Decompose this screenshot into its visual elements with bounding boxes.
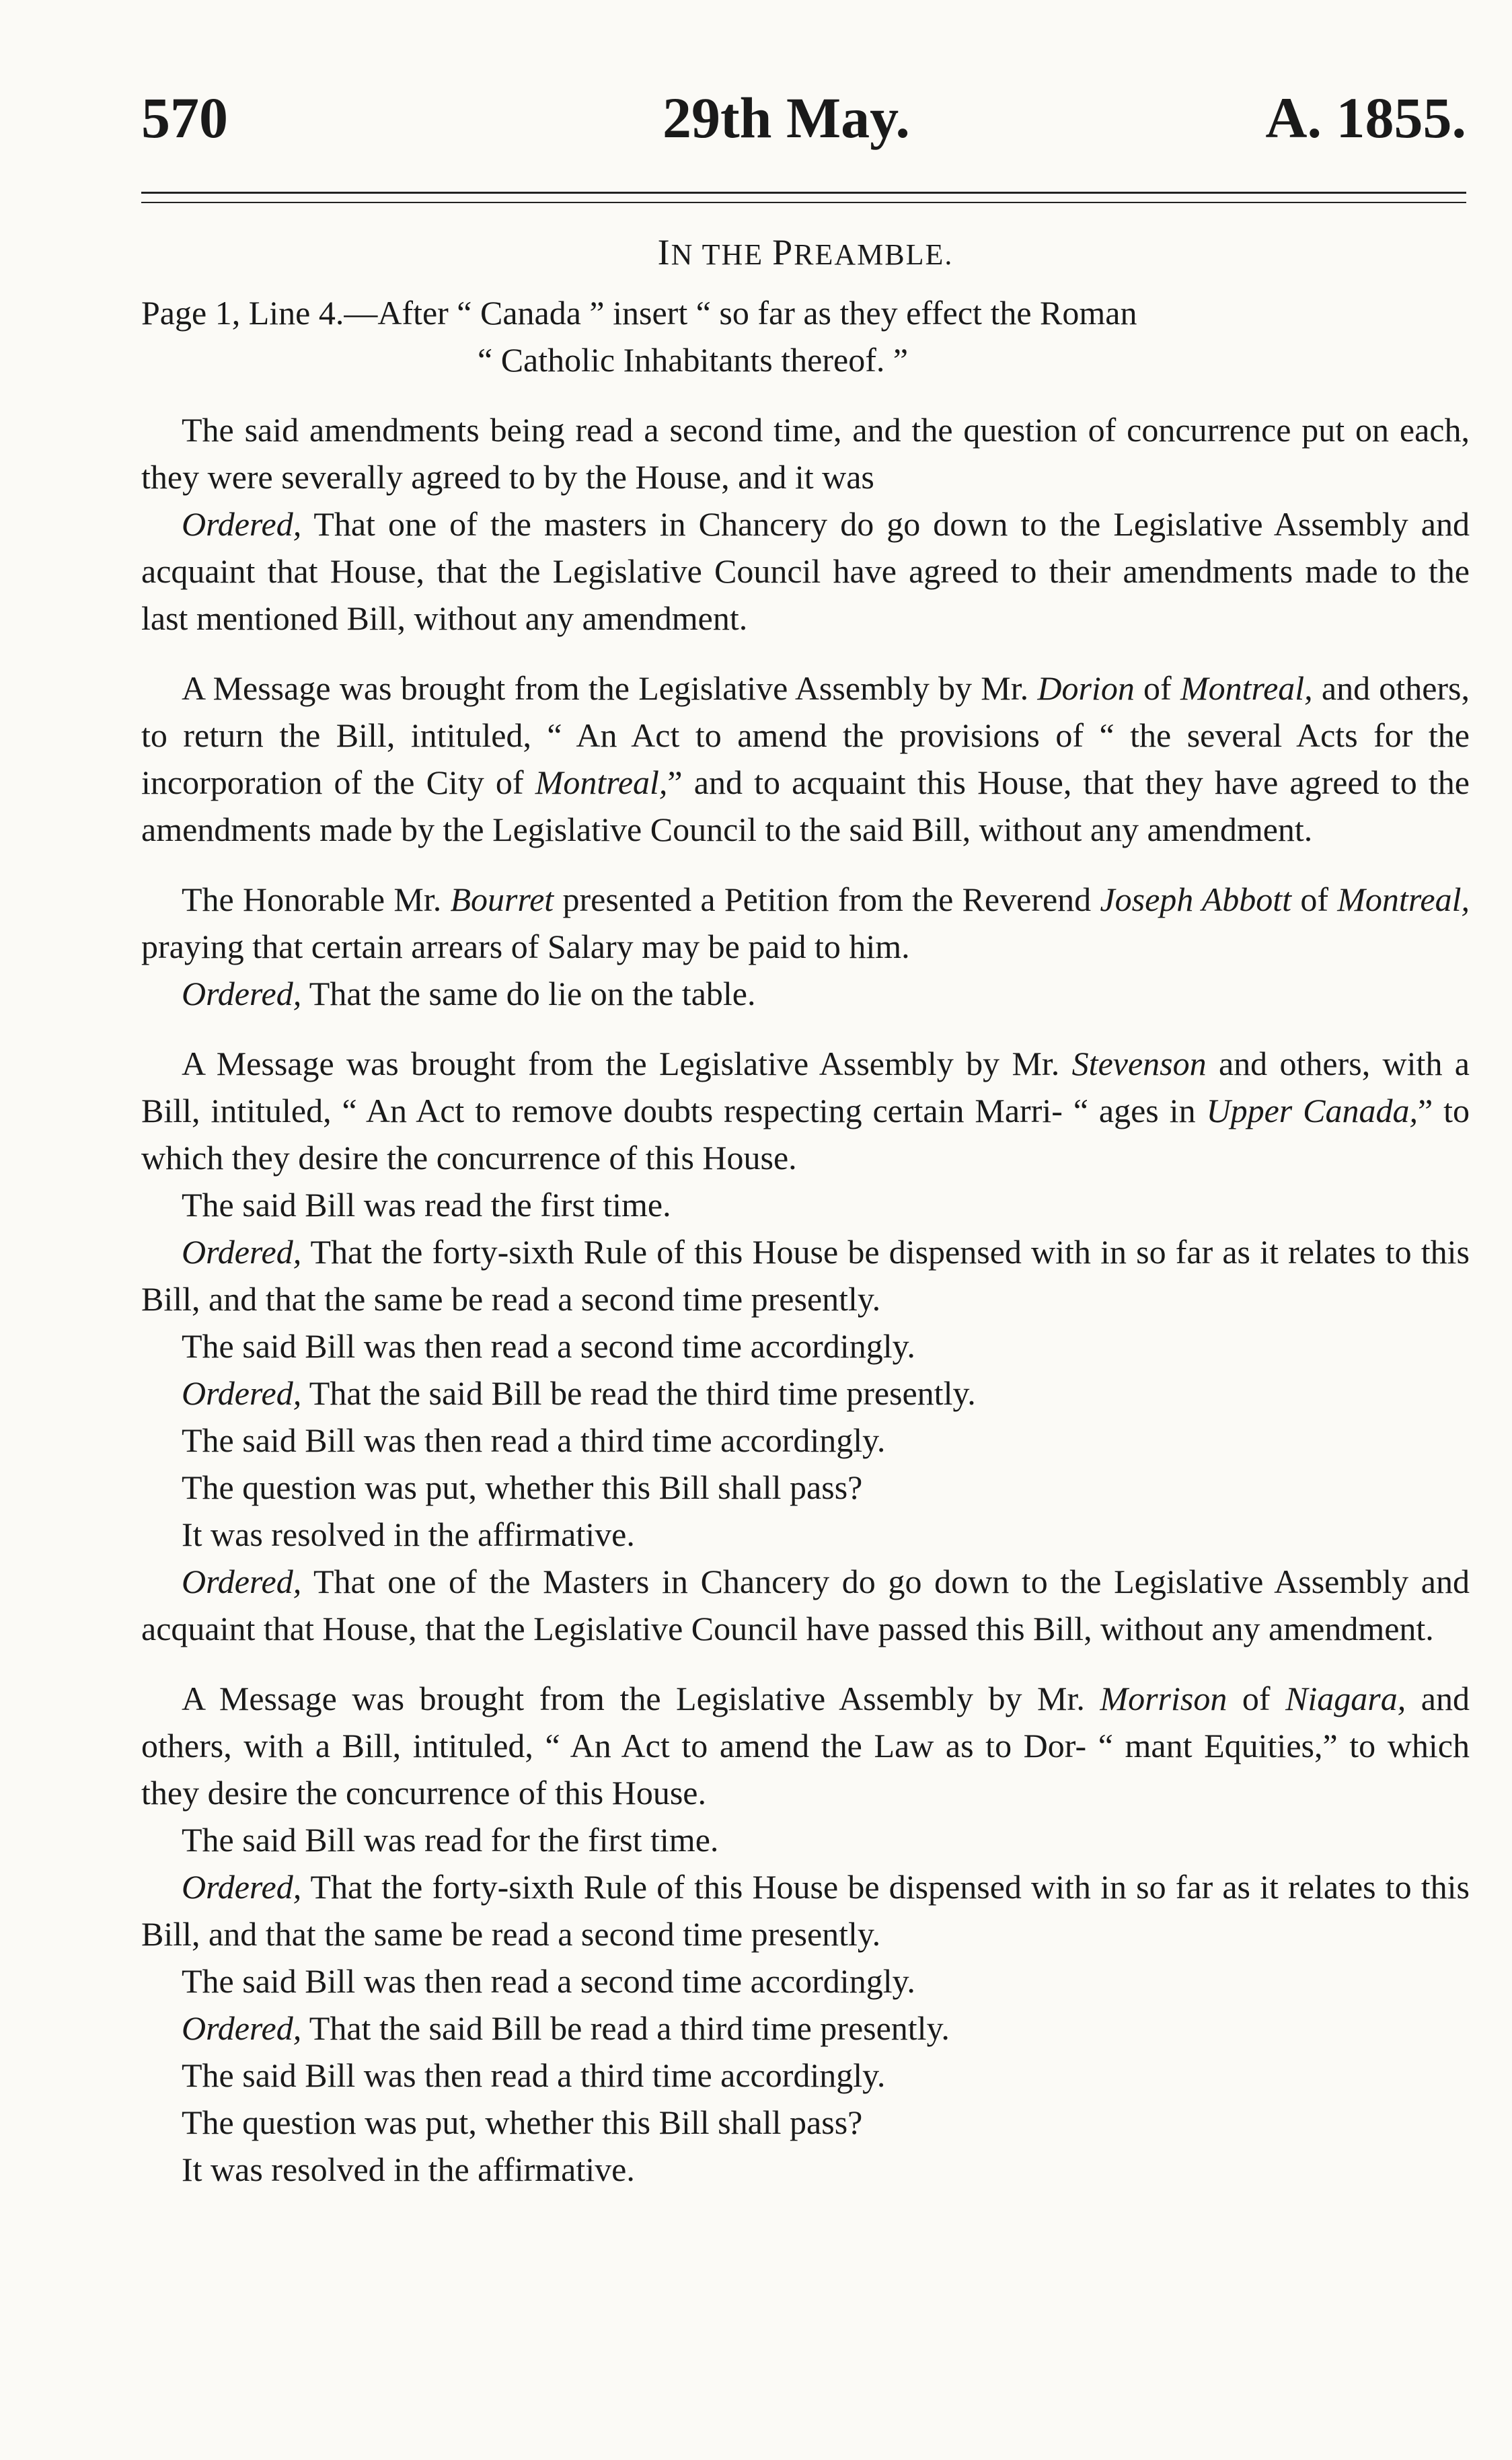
page-header	[141, 81, 1466, 155]
ordered-line: Ordered, That the same do lie on the table.	[182, 975, 756, 1012]
amendment-line: Page 1, Line 4.—After “ Canada ” insert “ so far as they effect the Roman	[141, 294, 1137, 332]
paragraph-amendments-read: The said amendments being read a second time, and the question of concurrence put on each, they were severally agreed to by the House, and it was Ordered, That one of the masters in Chancery do go down to the Legislative Assembly and acquaint that House, that the Legislative Council have agreed to their amendments made to the last mentioned Bill, without any amendment.	[141, 406, 1470, 642]
ordered-line: Ordered, That one of the masters in Chancery do go down to the Legislative Assembly and acquaint that House, that the Legislative Council have agreed to their amendments made to the last mentioned Bill, without any amendment.	[141, 505, 1470, 637]
preamble-heading: IN THE PREAMBLE.	[657, 232, 954, 272]
paragraph-message-stevenson: A Message was brought from the Legislative Assembly by Mr. Stevenson and others, with a Bill, intituled, “ An Act to remove doubts respecting certain Marri- “ ages in Upper Canada,” to which they desire the concurrence of this House. The said Bill was read the first time. Ordered, That the forty-sixth Rule of this House be dispensed with in so far as it relates to this Bill, and that the same be read a second time presently. The said Bill was then read a second time accordingly. Ordered, That the said Bill be read the third time presently. The said Bill was then read a third time accordingly. The question was put, whether this Bill shall pass? It was resolved in the affirmative. Ordered, That one of the Masters in Chancery do go down to the Legislative Assembly and acquaint that House, that the Legislative Council have passed this Bill, without any amendment.	[141, 1040, 1470, 1652]
paragraph-petition-bourret: The Honorable Mr. Bourret presented a Petition from the Reverend Joseph Abbott of Montreal, praying that certain arrears of Salary may be paid to him. Ordered, That the same do lie on the table.	[141, 876, 1470, 1017]
page-number: 570	[141, 85, 228, 150]
paragraph-message-dorion: A Message was brought from the Legislative Assembly by Mr. Dorion of Montreal, and others, to return the Bill, intituled, “ An Act to amend the provisions of “ the several Acts for the incorporation of the City of Montreal,” and to acquaint this House, that they have agreed to the amendments made by the Legislative Council to the said Bill, without any amendment.	[141, 669, 1470, 848]
page-body	[141, 229, 1470, 2193]
ordered-line: Ordered, That the said Bill be read the third time presently.	[182, 1374, 976, 1412]
ordered-line: Ordered, That one of the Masters in Chancery do go down to the Legislative Assembly and acquaint that House, that the Legislative Council have passed this Bill, without any amendment.	[141, 1563, 1470, 1647]
header-date: 29th May.	[663, 85, 910, 150]
ordered-line: Ordered, That the said Bill be read a third time presently.	[182, 2009, 950, 2047]
amendment-line-continued: “ Catholic Inhabitants thereof. ”	[478, 341, 909, 379]
paragraph-message-morrison: A Message was brought from the Legislative Assembly by Mr. Morrison of Niagara, and others, with a Bill, intituled, “ An Act to amend the Law as to Dor- “ mant Equities,” to which they desire the concurrence of this House. The said Bill was read for the first time. Ordered, That the forty-sixth Rule of this House be dispensed with in so far as it relates to this Bill, and that the same be read a second time presently. The said Bill was then read a second time accordingly. Ordered, That the said Bill be read a third time presently. The said Bill was then read a third time accordingly. The question was put, whether this Bill shall pass? It was resolved in the affirmative.	[141, 1680, 1470, 2188]
ordered-line: Ordered, That the forty-sixth Rule of this House be dispensed with in so far as it relates to this Bill, and that the same be read a second time presently.	[141, 1233, 1470, 1318]
header-rule	[141, 192, 1466, 203]
ordered-line: Ordered, That the forty-sixth Rule of this House be dispensed with in so far as it relates to this Bill, and that the same be read a second time presently.	[141, 1868, 1470, 1953]
header-year: A. 1855.	[1265, 85, 1466, 150]
